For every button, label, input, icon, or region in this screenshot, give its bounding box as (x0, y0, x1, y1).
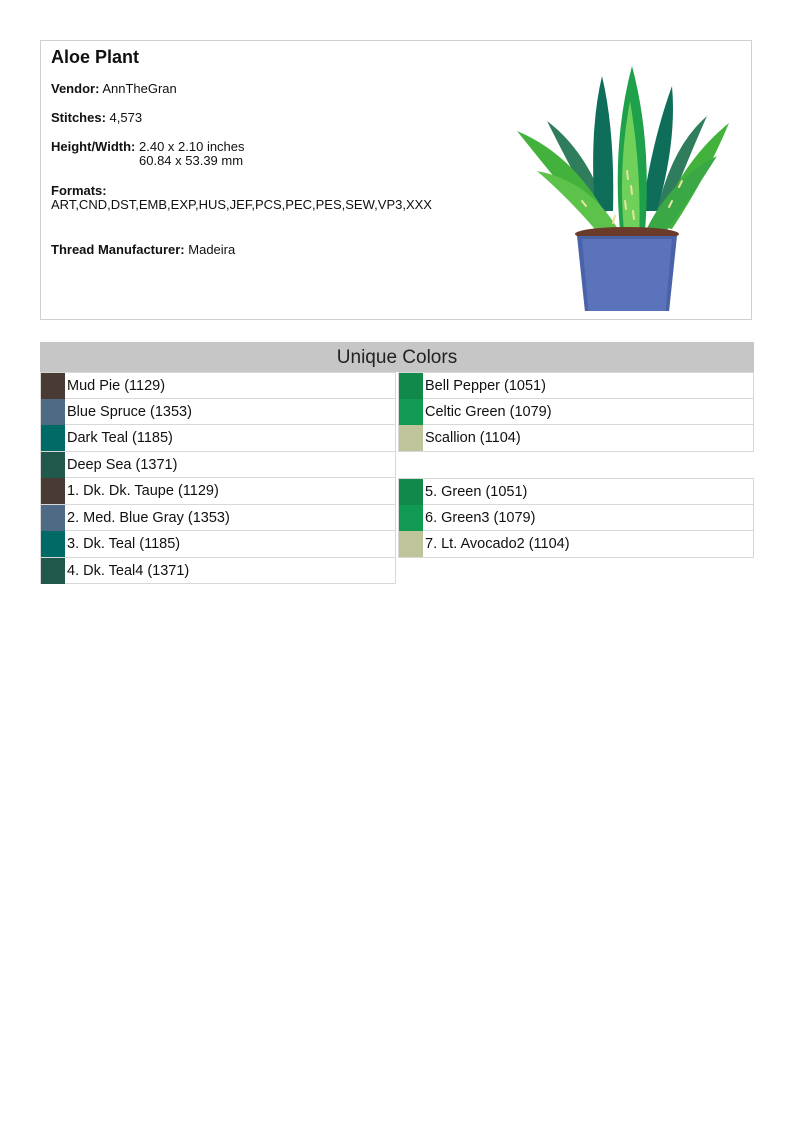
vendor-row (51, 82, 177, 96)
formats-row (51, 184, 491, 211)
color-row (398, 478, 754, 505)
color-name: 2. Med. Blue Gray (1353) (67, 509, 230, 526)
vendor-label: Vendor: (51, 81, 100, 96)
color-swatch (41, 478, 65, 504)
unique-colors-header: Unique Colors (40, 342, 754, 372)
color-name: Celtic Green (1079) (425, 403, 552, 420)
aloe-plant-image (517, 61, 737, 311)
color-name: Bell Pepper (1051) (425, 378, 546, 394)
color-row (398, 531, 754, 558)
thread-label: Thread Manufacturer: (51, 242, 185, 257)
color-swatch (41, 425, 65, 451)
color-swatch (41, 373, 65, 399)
color-name: 6. Green3 (1079) (425, 509, 536, 526)
vendor-value: AnnTheGran (102, 81, 177, 96)
formats-value: ART,CND,DST,EMB,EXP,HUS,JEF,PCS,PEC,PES,SEW,VP3,XXX (51, 197, 432, 212)
height-width-mm: 60.84 x 53.39 mm (139, 153, 244, 168)
color-name: 4. Dk. Teal4 (1371) (67, 562, 190, 579)
design-title: Aloe Plant (51, 47, 140, 67)
color-row (40, 478, 396, 505)
color-name: Scallion (1104) (425, 430, 521, 446)
color-row (40, 399, 396, 426)
stitches-row (51, 111, 142, 125)
thread-value: Madeira (188, 242, 236, 257)
stitches-label: Stitches: (51, 110, 106, 125)
color-swatch (399, 531, 423, 557)
color-name: Blue Spruce (1353) (67, 403, 192, 420)
color-name: 7. Lt. Avocado2 (1104) (425, 536, 570, 552)
color-name: 3. Dk. Teal (1185) (67, 536, 181, 552)
colors-right-column (398, 372, 754, 558)
color-swatch (41, 452, 65, 478)
color-name: Deep Sea (1371) (67, 456, 178, 473)
height-width-label: Height/Width: (51, 139, 136, 154)
height-width-row (51, 140, 245, 168)
color-name: 5. Green (1051) (425, 484, 528, 500)
color-swatch (399, 505, 423, 531)
color-swatch (41, 558, 65, 584)
design-info-panel (40, 40, 752, 320)
color-row-empty (398, 452, 754, 479)
color-swatch (41, 399, 65, 425)
color-name: 1. Dk. Dk. Taupe (1129) (67, 483, 219, 499)
color-swatch (41, 505, 65, 531)
color-row (40, 372, 396, 399)
color-name: Dark Teal (1185) (67, 430, 173, 446)
color-swatch (399, 425, 423, 451)
color-swatch (399, 373, 423, 399)
color-swatch (399, 479, 423, 505)
color-row (40, 425, 396, 452)
color-row (398, 399, 754, 426)
color-row (398, 505, 754, 532)
color-row (398, 372, 754, 399)
formats-label: Formats: (51, 183, 107, 198)
color-row (40, 558, 396, 585)
color-swatch (399, 399, 423, 425)
color-row (40, 505, 396, 532)
color-swatch (41, 531, 65, 557)
color-row (398, 425, 754, 452)
stitches-value: 4,573 (109, 110, 143, 125)
height-width-inches: 2.40 x 2.10 inches (139, 139, 245, 154)
colors-left-column (40, 372, 396, 584)
color-row (40, 531, 396, 558)
color-row (40, 452, 396, 479)
thread-row (51, 243, 235, 257)
color-name: Mud Pie (1129) (67, 378, 166, 394)
